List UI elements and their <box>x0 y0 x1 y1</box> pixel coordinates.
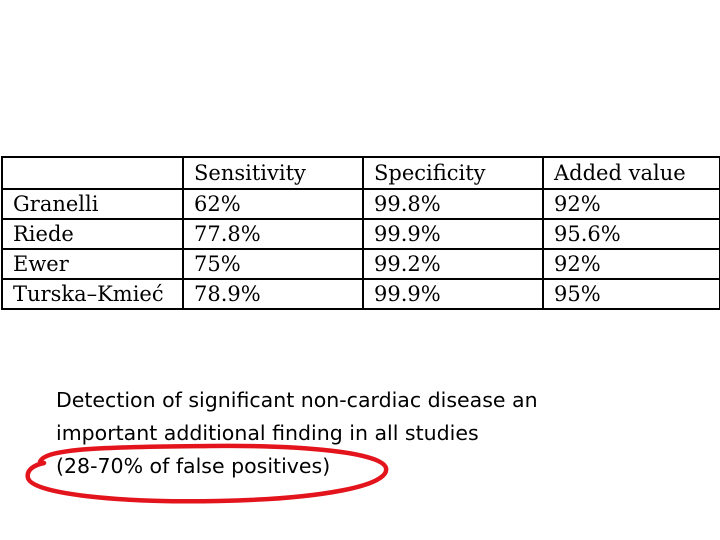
added-value-cell: 95% <box>543 279 720 309</box>
added-value-cell: 92% <box>543 189 720 219</box>
caption-line: Detection of significant non-cardiac disease an <box>56 388 538 412</box>
header-cell-study <box>2 157 183 189</box>
row-label: Ewer <box>2 249 183 279</box>
header-cell-specificity: Specificity <box>363 157 543 189</box>
table-row <box>2 219 720 249</box>
caption-line-highlighted: (28-70% of false positives) <box>56 454 331 478</box>
caption-text <box>56 384 676 483</box>
sensitivity-cell: 62% <box>183 189 363 219</box>
specificity-cell: 99.9% <box>363 279 543 309</box>
table-row <box>2 279 720 309</box>
specificity-cell: 99.2% <box>363 249 543 279</box>
caption-line: important additional finding in all studies <box>56 421 479 445</box>
specificity-cell: 99.8% <box>363 189 543 219</box>
added-value-cell: 95.6% <box>543 219 720 249</box>
header-cell-sensitivity: Sensitivity <box>183 157 363 189</box>
table-header-row <box>2 157 720 189</box>
table-row <box>2 189 720 219</box>
sensitivity-cell: 75% <box>183 249 363 279</box>
sensitivity-cell: 77.8% <box>183 219 363 249</box>
specificity-cell: 99.9% <box>363 219 543 249</box>
header-cell-added-value: Added value <box>543 157 720 189</box>
row-label: Riede <box>2 219 183 249</box>
row-label: Turska–Kmieć <box>2 279 183 309</box>
row-label: Granelli <box>2 189 183 219</box>
sensitivity-cell: 78.9% <box>183 279 363 309</box>
table-row <box>2 249 720 279</box>
added-value-cell: 92% <box>543 249 720 279</box>
results-table <box>1 156 720 310</box>
